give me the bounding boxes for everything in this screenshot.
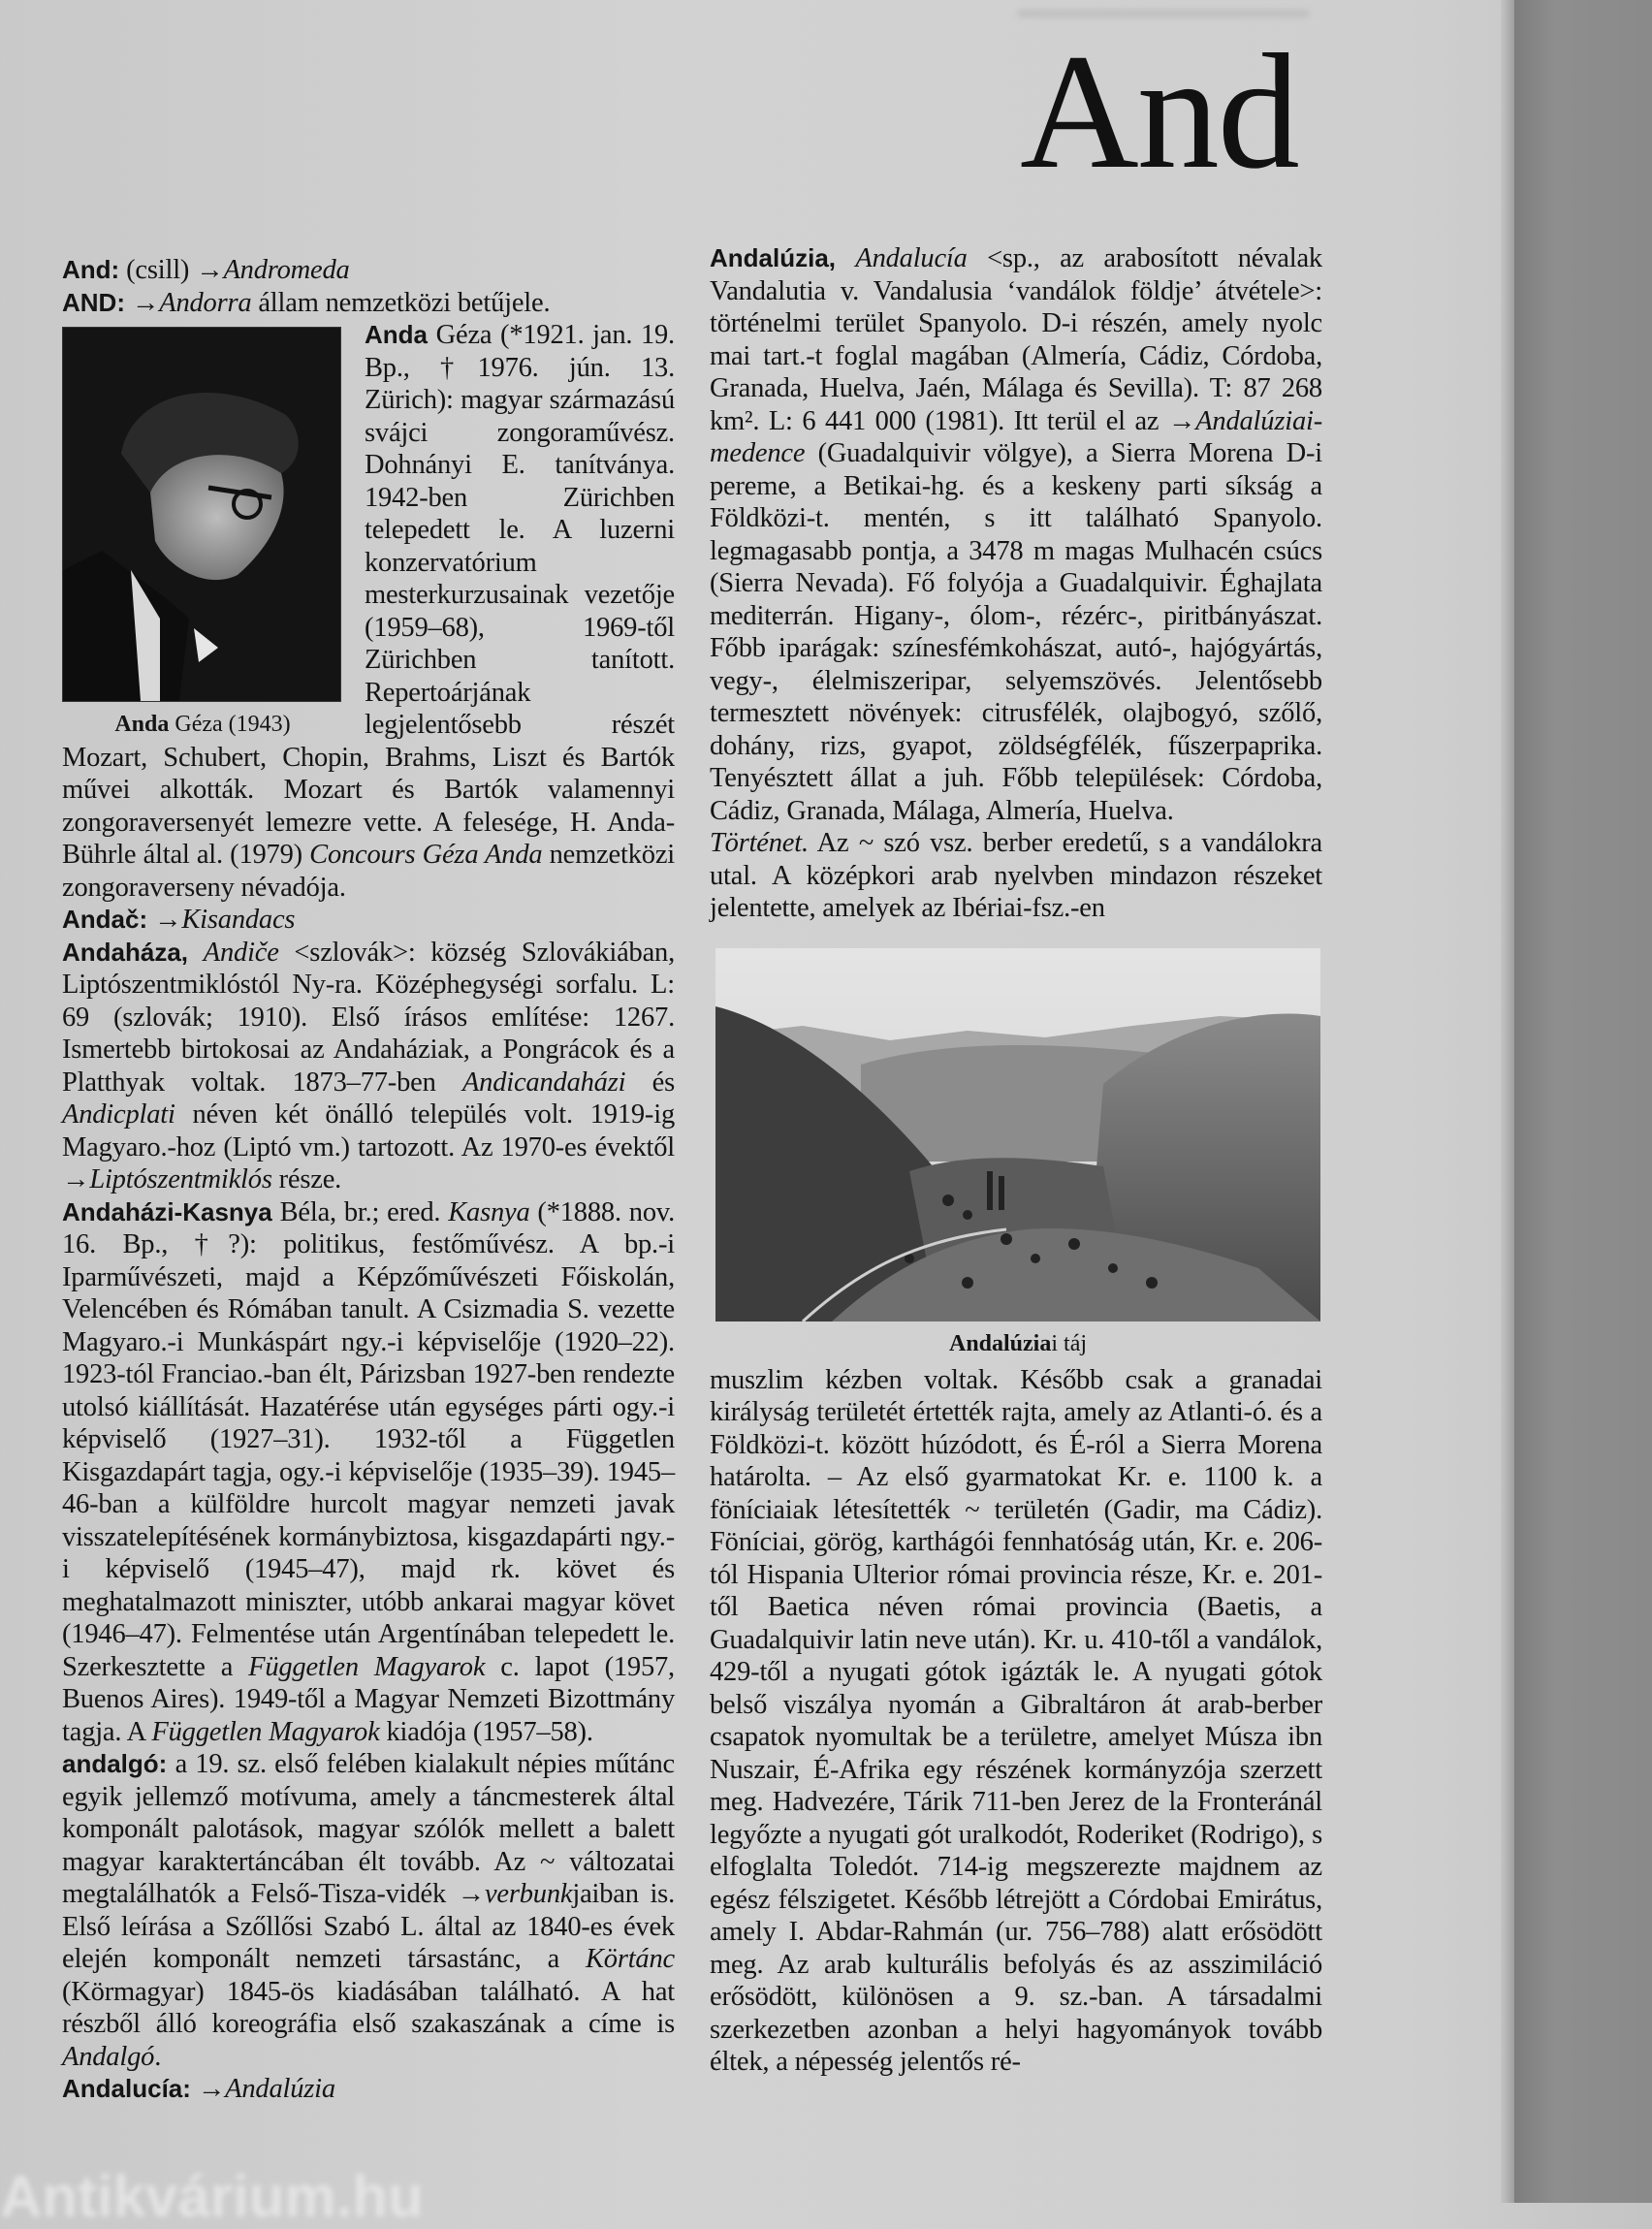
body-text: . [154,2041,162,2072]
headword: Andalúzia, [710,243,837,272]
body-text: → [190,2074,226,2104]
headword: Andaházi-Kasnya [62,1196,272,1226]
entry-andahaza [62,937,675,1196]
portrait-caption [62,710,343,739]
entry-andahazi-kasnya [62,1196,675,1749]
caption-bold: Anda [114,712,170,737]
body-text: a 19. sz. első felében kialakult népies műtánc egyik jellemző motívuma, amely a táncmesterek által komponált palotások, magyar szólók mellett a balett magyar karaktertáncában élt tovább. Az ~ változatai megtalálhatók a Felső-Tisza-vidék → [62,1749,675,1909]
entry-andalucia [62,2073,675,2106]
landscape-caption [715,1329,1320,1358]
body-text: és [625,1067,675,1098]
body-text: Béla, br.; ered. [271,1196,449,1227]
body-text: nemzetközi zongoraverseny névadója. [62,840,675,903]
portrait-figure [62,327,343,739]
italic-text: Andalgó [62,2041,155,2072]
entry-andalgo [62,1748,675,2073]
background-strip [1514,0,1652,2203]
body-text: c. lapot (1957, Buenos Aires). 1949-től a Magyar Nemzeti Bizottmány tagja. A [62,1651,675,1747]
italic-text: Andicplati [62,1099,175,1130]
italic-text: Andorra [159,287,252,318]
body-text: állam nemzetközi betűjele. [251,287,551,318]
headword: andalgó: [62,1749,168,1778]
caption-text: i táj [1051,1330,1088,1356]
entry-andaluzia [710,242,1322,827]
blurred-header-rule [1018,10,1309,17]
italic-text: Kisandacs [181,905,296,935]
body-text: kiadója (1957–58). [379,1716,593,1747]
body-text: (*1888. nov. 16. Bp., †?): politikus, festőművész. A bp.-i Iparművészeti, majd a Képzőművészeti Főiskolán, Velencében és Rómában tanult. A Csizmadia S. vezette Magyaro.-i Munkáspárt ngy.-i képviselője (1920–22). 1923-tól Franciao.-ban élt, Párizsban 1927-ben rendezte utolsó kiállítását. Hazatérése után egységes párti ogy.-i képviselő (1927–31). 1932-től a Független Kisgazdapárt tagja, ogy.-i képviselője (1935–39). 1945–46-ban a külföldre hurcolt magyar nemzeti javak visszatelepítésének kormánybiztosa, kisgazdapárti ngy.-i képviselő (1945–47), majd rk. követ és meghatalmazott miniszter, utóbb ankarai magyar követ (1946–47). Felmentése után Argentínában telepedett le. Szerkesztette a [62,1196,675,1682]
right-column [710,242,1322,2079]
body-text [188,938,204,968]
body-text [836,243,855,273]
italic-text: verbunk [484,1879,573,1909]
headword: And: [62,255,120,284]
body-text: (Körmagyar) 1845-ös kiadásában található. A hat részből álló koreográfia első szakaszának a címe is [62,1976,675,2039]
body-text: → [125,287,160,318]
body-text: <szlovák>: község Szlovákiában, Liptószentmiklóstól Ny-ra. Középhegységi sorfalu. L: 69 (szlovák; 1910). Első írásos említése: 1267. Ismertebb birtokosai az Andaháziak, a Pongrácok és a Platthyak voltak. 1873–77-ben [62,937,675,1098]
italic-text: Andromeda [223,255,350,285]
italic-text: Andalúziai-medence [710,405,1322,468]
headword: Anda [365,320,428,349]
italic-text: Concours Géza Anda [309,840,543,870]
watermark: Antikvárium.hu [0,2164,424,2229]
headword: Andač: [62,905,148,934]
body-text: része. [271,1164,342,1194]
body-text: néven két önálló település volt. 1919-ig Magyaro.-hoz (Liptó vm.) tartozott. Az 1970-es évektől → [62,1099,675,1194]
headword: Andaháza, [62,937,189,967]
body-text: (csill) → [119,255,224,285]
italic-text: Független Magyarok [151,1716,380,1747]
italic-text: Andalúzia [225,2074,335,2104]
portrait-photo [62,327,341,702]
italic-text: Körtánc [585,1944,675,1974]
entry-andaluzia-continued [710,1364,1322,2079]
left-column [62,254,675,2106]
running-title: And [1020,20,1298,203]
entry-andac [62,904,675,937]
body-text: → [147,905,182,935]
entry-and-caps [62,287,675,320]
italic-text: Független Magyarok [248,1651,486,1682]
headword: AND: [62,287,125,317]
landscape-photo [715,948,1320,1321]
entry-anda-geza [62,319,675,904]
italic-text: Andiče [203,937,279,968]
italic-text: Kasnya [448,1196,530,1227]
entry-andaluzia-history [710,827,1322,925]
body-text: Géza (*1921. jan. 19. Bp., †1976. jún. 13. Zürich): magyar származású svájci zongoraművész. Dohnányi E. tanítványa. 1942-ben Zürichben telepedett le. A luzerni konzervatórium mesterkurzusainak vezetője (1959–68), 1969-től Zürichben tanított. Repertoárjának legjelentősebb részét Mozart, Schubert, Chopin, Brahms, Liszt és Bartók művei alkották. Mozart és Bartók valamennyi zongoraversenyét lemezre vette. A felesége, H. Anda-Bührle által al. (1979) [62,320,675,870]
italic-text: Történet. [710,828,809,858]
entry-and [62,254,675,287]
caption-bold: Andalúzia [948,1330,1052,1356]
caption-text: Géza (1943) [169,712,291,737]
body-text: <sp., az arabosított névalak Vandalutia v. Vandalusia ‘vandálok földje’ átvétele>: történelmi terület Spanyolo. D-i részén, amely nyolc mai tart.-t foglal magában (Almería, Cádiz, Córdoba, Granada, Huelva, Jaén, Málaga és Sevilla). T: 87 268 km². L: 6 441 000 (1981). Itt terül el az → [710,243,1322,436]
italic-text: Andalucía [855,243,968,273]
body-text: Az ~ szó vsz. berber eredetű, s a vandálokra utal. A középkori arab nyelvben mindazon részeket jelentette, amelyek az Ibériai-fsz.-en [710,828,1322,923]
landscape-figure [715,948,1320,1358]
body-text: (Guadalquivir völgye), a Sierra Morena D-i pereme, a Betikai-hg. és a keskeny parti síkság a Földközi-t. mentén, s itt található Spanyolo. legmagasabb pontja, a 3478 m magas Mulhacén csúcs (Sierra Nevada). Fő folyója a Guadalquivir. Éghajlata mediterrán. Higany-, ólom-, rézérc-, piritbányászat. Főbb iparágak: színesfémkohászat, autó-, hajógyártás, vegy-, élelmiszeripar, selyemszövés. Jelentősebb termesztett növények: citrusfélék, olajbogyó, szőlő, dohány, rizs, gyapot, zöldségfélék, fűszerpaprika. Tenyésztett állat a juh. Főbb települések: Córdoba, Cádiz, Granada, Málaga, Almería, Huelva. [710,438,1322,826]
italic-text: Andicandaházi [461,1067,626,1098]
body-text: jaiban is. Első leírása a Szőllősi Szabó L. által az 1840-es évek elején komponált nemzeti társastánc, a [62,1879,675,1974]
italic-text: Liptószentmiklós [89,1164,272,1194]
headword: Andalucía: [62,2074,191,2103]
body-text: muszlim kézben voltak. Később csak a granadai királyság területét értették rajta, amely az Atlanti-ó. és a Földközi-t. között húzódott, és É-ról a Sierra Morena határolta. – Az első gyarmatokat Kr. e. 1100 k. a föníciaiak létesítették ~ területén (Gadir, ma Cádiz). Föníciai, görög, karthágói fennhatóság után, Kr. e. 206-tól Hispania Ulterior római provincia része, Kr. e. 201-től Baetica néven római provincia (Baetis, a Guadalquivir latin neve után). Kr. u. 410-től a vandálok, 429-től a nyugati gótok igázták le. A nyugati gótok belső viszálya nyomán a Gibraltáron át arab-berber csapatok nyomultak be a területre, amelyet Músza ibn Nuszair, É-Afrika egy részének kormányzója szerzett meg. Hadvezére, Tárik 711-ben Jerez de la Fronteránál legyőzte a nyugati gót uralkodót, Roderiket (Rodrigo), s elfoglalta Toledót. 714-ig megszerezte majdnem az egész félszigetet. Később létrejött a Córdobai Emirátus, amely I. Abdar-Rahmán (ur. 756–788) alatt erősödött meg. Az arab kulturális befolyás és az asszimiláció erősödött, különösen a 9. sz.-ban. A társadalmi szerkezetben azonban a helyi hagyományok tovább éltek, a népesség jelentős ré- [710,1364,1322,2077]
